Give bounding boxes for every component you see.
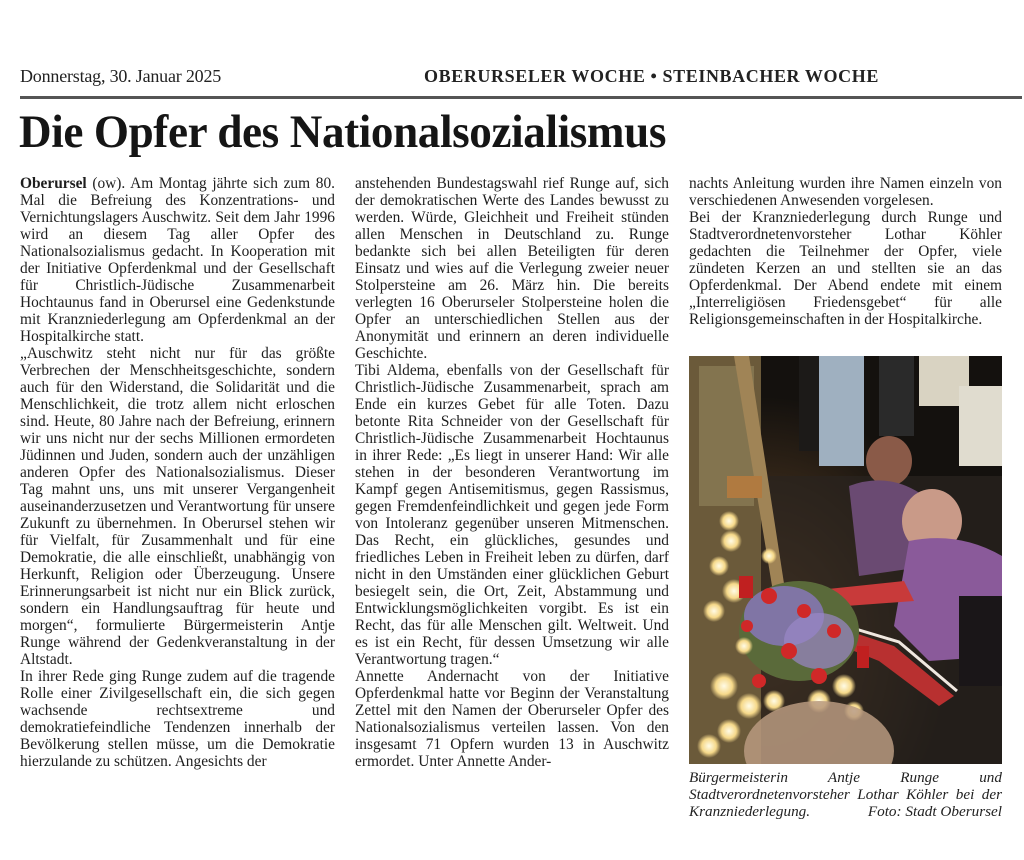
dateline-place: Oberursel <box>20 175 87 192</box>
article-column-2 <box>355 175 669 770</box>
article-paragraph: Bei der Kranzniederlegung durch Runge und Stadtverordnetenvorsteher Lothar Köhler gedachten die Teilnehmer der Opfer, viele zündeten Kerzen an und stellten sie an das Opferdenkmal. Der Abend endete mit einem „Interreligiösen Friedensgebet“ für alle Religionsgemeinschaften in der Hospitalkirche. <box>689 209 1002 328</box>
wreath-laying-photo-icon <box>689 356 1002 764</box>
issue-date: Donnerstag, 30. Januar 2025 <box>20 66 222 86</box>
header-rule <box>20 96 1022 99</box>
article-lead-paragraph <box>20 175 335 345</box>
photo-caption <box>689 769 1002 820</box>
article-paragraph: anstehenden Bundestagswahl rief Runge auf, sich der demokratischen Werte des Landes bewusst zu werden. Würde, Gleichheit und Freiheit stünden allen Menschen in Deutschland zu. Runge bedankte sich bei allen Beteiligten für deren Einsatz und wies auf die Verlegung zweier neuer Stolpersteine am 26. März hin. Die bereits verlegten 16 Oberurseler Stolpersteine holen die Opfer an unterschiedlichen Stellen aus der Anonymität und erinnern an deren individuelle Geschichte. <box>355 175 669 362</box>
article-photo <box>689 356 1002 764</box>
article-headline: Die Opfer des Nationalsozialismus <box>19 106 667 158</box>
publication-name: OBERURSELER WOCHE • STEINBACHER WOCHE <box>424 66 879 86</box>
masthead <box>20 64 1022 94</box>
article-paragraph: Tibi Aldema, ebenfalls von der Gesellschaft für Christlich-Jüdische Zusammenarbeit, sprach am Ende ein kurzes Gebet für alle Toten. Dazu betonte Rita Schneider von der Gesellschaft für Christlich-Jüdische Zusammenarbeit Hochtaunus in ihrer Rede: „Es liegt in unserer Hand: Wir alle stehen in der besonderen Verantwortung im Kampf gegen Antisemitismus, gegen Rassismus, gegen Fremdenfeindlichkeit und gegen jede Form von Intoleranz gegenüber unseren Mitmenschen. Das Recht, ein glückliches, gesundes und friedliches Leben in Freiheit leben zu dürfen, darf nicht in den Umständen einer glücklichen Geburt besiegelt sein, die Ort, Zeit, Abstammung und Entwicklungsmöglichkeiten vorgibt. Es ist ein Recht, das für alle Menschen gilt. Weltweit. Und es ist ein Recht, für dessen Umsetzung wir alle Verantwortung tragen.“ <box>355 362 669 668</box>
article-paragraph: In ihrer Rede ging Runge zudem auf die tragende Rolle einer Zivilgesellschaft ein, die sich gegen wachsende rechtsextreme und demokratiefeindliche Tendenzen innerhalb der Bevölkerung stellen müsse, um die Demokratie hierzulande zu schützen. Angesichts der <box>20 668 335 770</box>
caption-text: Bürgermeisterin Antje Runge und Stadtverordnetenvorsteher Lothar Köhler bei der Kranzniederlegung. <box>689 769 1002 820</box>
article-column-3 <box>689 175 1002 328</box>
article-column-1 <box>20 175 335 770</box>
article-paragraph: „Auschwitz steht nicht nur für das größte Verbrechen der Menschheitsgeschichte, sondern auch für den Widerstand, die Solidarität und die Menschlichkeit, die trotz allem nicht erloschen sind. Heute, 80 Jahre nach der Befreiung, erinnern wir uns nicht nur der sechs Millionen ermordeten Jüdinnen und Juden, sondern auch der unzähligen anderen Opfer des Nationalsozialismus. Dieser Tag mahnt uns, uns mit unserer Vergangenheit auseinanderzusetzen und Verantwortung für unsere Zukunft zu übernehmen. In Oberursel stehen wir für Vielfalt, für Zusammenhalt und für eine Demokratie, die alle einschließt, unabhängig von Herkunft, Religion oder Überzeugung. Unsere Erinnerungsarbeit ist nicht nur ein Blick zurück, sondern ein Handlungsauftrag für heute und morgen“, formulierte Bürgermeisterin Antje Runge während der Gedenkveranstaltung in der Altstadt. <box>20 345 335 668</box>
article-paragraph: nachts Anleitung wurden ihre Namen einzeln von verschiedenen Anwesenden vorgelesen. <box>689 175 1002 209</box>
photo-credit: Foto: Stadt Oberursel <box>867 803 1002 820</box>
lead-text: (ow). Am Montag jährte sich zum 80. Mal die Befreiung des Konzentrations- und Vernichtungslagers Auschwitz. Seit dem Jahr 1996 wird an diesem Tag aller Opfer des Nationalsozialismus gedacht. In Kooperation mit der Initiative Opferdenkmal und der Gesellschaft für Christlich-Jüdische Zusammenarbeit Hochtaunus fand in Oberursel eine Gedenkstunde mit Kranzniederlegung am Opferdenkmal an der Hospitalkirche statt. <box>20 175 335 345</box>
article-paragraph: Annette Andernacht von der Initiative Opferdenkmal hatte vor Beginn der Veranstaltung Zettel mit den Namen der Oberurseler Opfer des Nationalsozialismus verteilen lassen. Von den insgesamt 71 Opfern wurden 13 in Auschwitz ermordet. Unter Annette Ander- <box>355 668 669 770</box>
